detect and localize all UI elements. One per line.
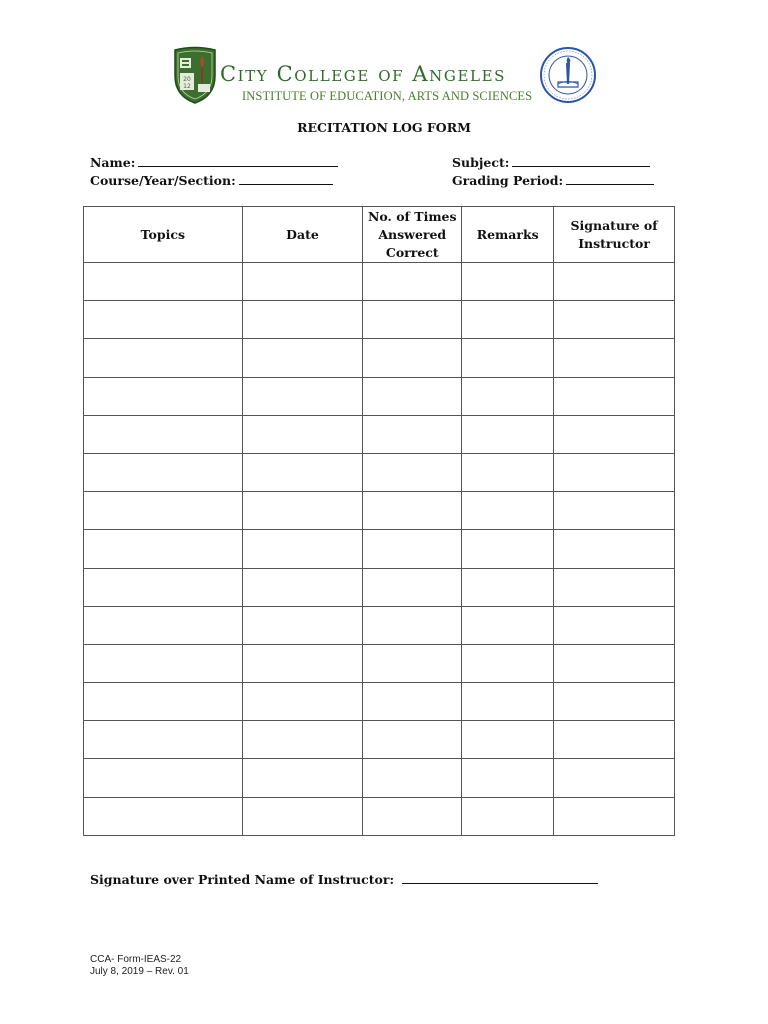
signature-cell[interactable]	[554, 263, 675, 301]
date-cell[interactable]	[242, 530, 363, 568]
remarks-cell[interactable]	[462, 721, 554, 759]
table-row	[84, 377, 675, 415]
date-cell[interactable]	[242, 492, 363, 530]
times-cell[interactable]	[363, 644, 462, 682]
date-cell[interactable]	[242, 606, 363, 644]
grading-label: Grading Period:	[452, 173, 564, 188]
signature-cell[interactable]	[554, 530, 675, 568]
topic-cell[interactable]	[84, 721, 243, 759]
date-cell[interactable]	[242, 683, 363, 721]
col-remarks: Remarks	[462, 207, 554, 263]
course-label: Course/Year/Section:	[90, 173, 236, 188]
col-times-line-3: Correct	[385, 244, 439, 260]
signature-cell[interactable]	[554, 453, 675, 491]
signature-cell[interactable]	[554, 606, 675, 644]
times-cell[interactable]	[363, 721, 462, 759]
form-title: RECITATION LOG FORM	[297, 120, 471, 135]
form-code: CCA- Form-IEAS-22	[90, 954, 182, 965]
signature-cell[interactable]	[554, 797, 675, 835]
institute-name: INSTITUTE OF EDUCATION, ARTS AND SCIENCES	[242, 89, 533, 103]
topic-cell[interactable]	[84, 606, 243, 644]
date-cell[interactable]	[242, 263, 363, 301]
times-cell[interactable]	[363, 568, 462, 606]
remarks-cell[interactable]	[462, 263, 554, 301]
form-footer	[90, 954, 189, 978]
table-row	[84, 492, 675, 530]
col-signature-line-2: Instructor	[578, 235, 650, 251]
col-times-line-1: No. of Times	[367, 208, 457, 224]
times-cell[interactable]	[363, 759, 462, 797]
subject-blank[interactable]	[512, 154, 650, 167]
remarks-cell[interactable]	[462, 339, 554, 377]
table-row	[84, 644, 675, 682]
date-cell[interactable]	[242, 377, 363, 415]
times-cell[interactable]	[363, 263, 462, 301]
times-cell[interactable]	[363, 797, 462, 835]
table-row	[84, 683, 675, 721]
remarks-cell[interactable]	[462, 683, 554, 721]
table-body	[84, 263, 675, 836]
shield-year-bottom: 12	[183, 83, 191, 90]
remarks-cell[interactable]	[462, 797, 554, 835]
topic-cell[interactable]	[84, 492, 243, 530]
remarks-cell[interactable]	[462, 377, 554, 415]
college-shield-logo	[172, 46, 218, 104]
times-cell[interactable]	[363, 683, 462, 721]
topic-cell[interactable]	[84, 453, 243, 491]
signature-cell[interactable]	[554, 492, 675, 530]
grading-blank[interactable]	[566, 172, 654, 185]
remarks-cell[interactable]	[462, 415, 554, 453]
date-cell[interactable]	[242, 797, 363, 835]
instructor-signature-blank[interactable]	[402, 871, 598, 884]
topic-cell[interactable]	[84, 644, 243, 682]
col-signature-line-1: Signature of	[570, 217, 658, 233]
remarks-cell[interactable]	[462, 759, 554, 797]
grading-field[interactable]	[452, 172, 654, 188]
signature-cell[interactable]	[554, 377, 675, 415]
subject-field[interactable]	[452, 154, 650, 170]
remarks-cell[interactable]	[462, 530, 554, 568]
remarks-cell[interactable]	[462, 492, 554, 530]
table-header-row	[84, 207, 675, 263]
date-cell[interactable]	[242, 721, 363, 759]
topic-cell[interactable]	[84, 415, 243, 453]
times-cell[interactable]	[363, 492, 462, 530]
signature-cell[interactable]	[554, 644, 675, 682]
remarks-cell[interactable]	[462, 568, 554, 606]
date-cell[interactable]	[242, 759, 363, 797]
times-cell[interactable]	[363, 415, 462, 453]
remarks-cell[interactable]	[462, 606, 554, 644]
times-cell[interactable]	[363, 377, 462, 415]
signature-cell[interactable]	[554, 721, 675, 759]
topic-cell[interactable]	[84, 301, 243, 339]
table-row	[84, 568, 675, 606]
col-topics: Topics	[84, 207, 243, 263]
topic-cell[interactable]	[84, 339, 243, 377]
shield-year-top: 20	[183, 76, 191, 83]
form-revision: July 8, 2019 – Rev. 01	[90, 966, 189, 977]
times-cell[interactable]	[363, 453, 462, 491]
topic-cell[interactable]	[84, 759, 243, 797]
times-cell[interactable]	[363, 530, 462, 568]
course-field[interactable]	[90, 172, 333, 188]
instructor-signature-field[interactable]	[90, 871, 598, 887]
table-row	[84, 530, 675, 568]
date-cell[interactable]	[242, 644, 363, 682]
table-row	[84, 339, 675, 377]
college-name: City College of Angeles	[220, 62, 507, 86]
remarks-cell[interactable]	[462, 301, 554, 339]
remarks-cell[interactable]	[462, 453, 554, 491]
name-label: Name:	[90, 155, 136, 170]
col-date: Date	[242, 207, 363, 263]
recitation-log-table	[83, 206, 675, 836]
col-signature	[554, 207, 675, 263]
name-blank[interactable]	[138, 154, 338, 167]
table-row	[84, 453, 675, 491]
table-row	[84, 415, 675, 453]
col-times-answered	[363, 207, 462, 263]
date-cell[interactable]	[242, 415, 363, 453]
letterhead	[170, 44, 600, 106]
date-cell[interactable]	[242, 453, 363, 491]
table-row	[84, 759, 675, 797]
topic-cell[interactable]	[84, 530, 243, 568]
date-cell[interactable]	[242, 568, 363, 606]
date-cell[interactable]	[242, 301, 363, 339]
signature-cell[interactable]	[554, 568, 675, 606]
signature-cell[interactable]	[554, 759, 675, 797]
institute-seal-logo	[539, 46, 597, 104]
signature-cell[interactable]	[554, 683, 675, 721]
table-row	[84, 263, 675, 301]
course-blank[interactable]	[239, 172, 333, 185]
signature-cell[interactable]	[554, 339, 675, 377]
times-cell[interactable]	[363, 301, 462, 339]
col-times-line-2: Answered	[378, 226, 447, 242]
subject-label: Subject:	[452, 155, 510, 170]
table-row	[84, 301, 675, 339]
table-row	[84, 606, 675, 644]
date-cell[interactable]	[242, 339, 363, 377]
signature-cell[interactable]	[554, 415, 675, 453]
times-cell[interactable]	[363, 339, 462, 377]
topic-cell[interactable]	[84, 568, 243, 606]
instructor-signature-label: Signature over Printed Name of Instructor:	[90, 872, 395, 887]
table-row	[84, 721, 675, 759]
signature-cell[interactable]	[554, 301, 675, 339]
topic-cell[interactable]	[84, 797, 243, 835]
times-cell[interactable]	[363, 606, 462, 644]
name-field[interactable]	[90, 154, 338, 170]
table-row	[84, 797, 675, 835]
remarks-cell[interactable]	[462, 644, 554, 682]
topic-cell[interactable]	[84, 263, 243, 301]
topic-cell[interactable]	[84, 377, 243, 415]
topic-cell[interactable]	[84, 683, 243, 721]
